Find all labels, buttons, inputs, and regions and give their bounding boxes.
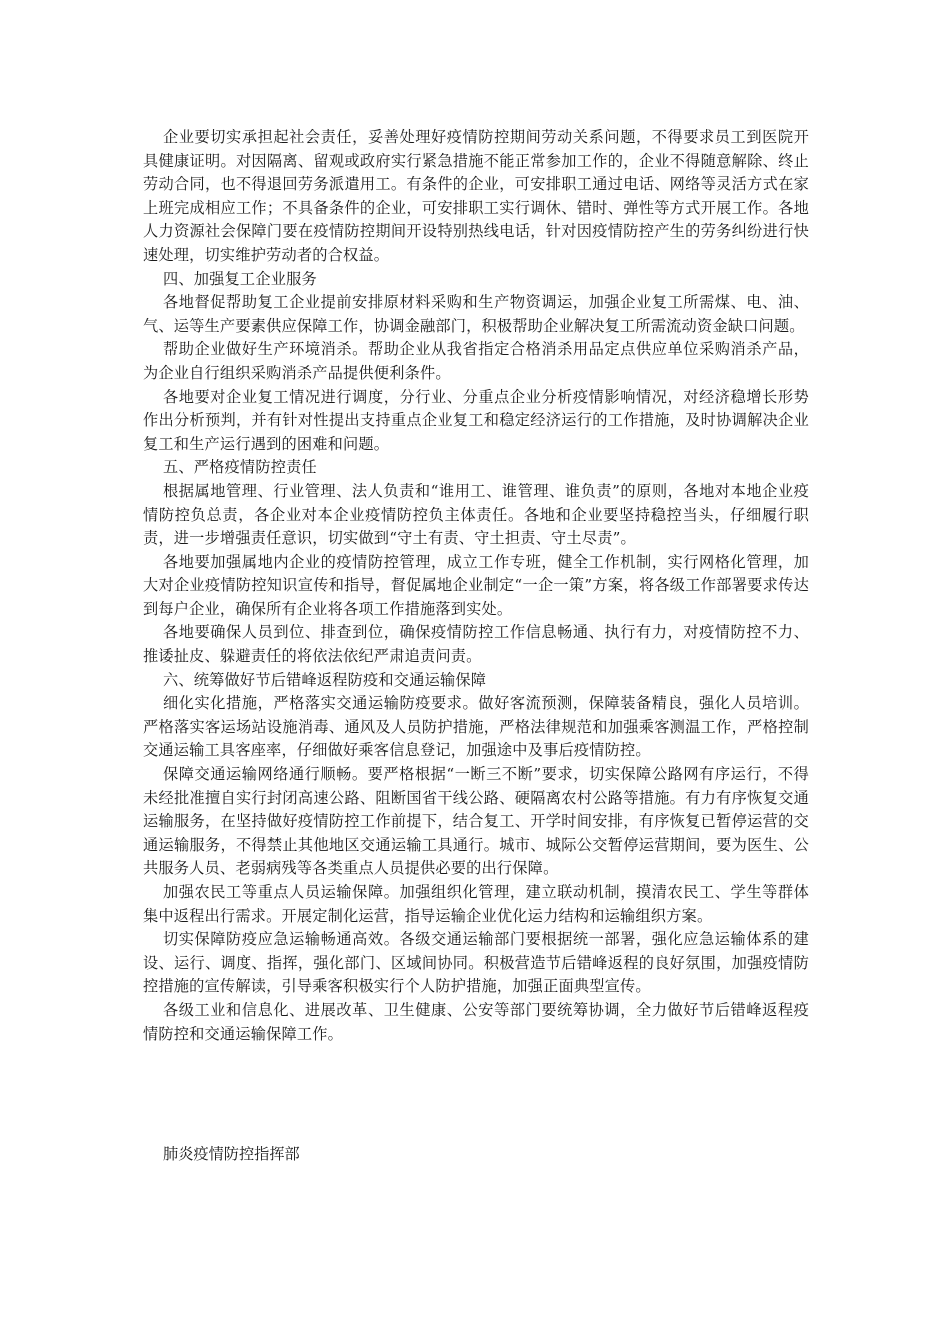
section-heading: 六、统筹做好节后错峰返程防疫和交通运输保障: [163, 670, 487, 689]
paragraph: 各地要加强属地内企业的疫情防控管理，成立工作专班，健全工作机制，实行网格化管理，加大对企业疫情防控知识宣传和指导，督促属地企业制定“一企一策”方案，将各级工作部署要求传达到每户企业，确保所有企业将各项工作措施落到实处。: [143, 552, 809, 618]
paragraph: 细化实化措施，严格落实交通运输防疫要求。做好客流预测，保障装备精良，强化人员培训。严格落实客运场站设施消毒、通风及人员防护措施，严格法律规范和加强乘客测温工作，严格控制交通运输工具客座率，仔细做好乘客信息登记，加强途中及事后疫情防控。: [143, 694, 809, 760]
section-heading: 四、加强复工企业服务: [163, 269, 317, 288]
paragraph: 企业要切实承担起社会责任，妥善处理好疫情防控期间劳动关系问题，不得要求员工到医院开具健康证明。对因隔离、留观或政府实行紧急措施不能正常参加工作的，企业不得随意解除、终止劳动合同，也不得退回劳务派遣用工。有条件的企业，可安排职工通过电话、网络等灵活方式在家上班完成相应工作；不具备条件的企业，可安排职工实行调休、错时、弹性等方式开展工作。各地人力资源社会保障门要在疫情防控期间开设特别热线电话，针对因疫情防控产生的劳务纠纷进行快速处理，切实维护劳动者的合权益。: [143, 128, 809, 264]
paragraph: 根据属地管理、行业管理、法人负责和“谁用工、谁管理、谁负责”的原则，各地对本地企业疫情防控负总责，各企业对本企业疫情防控负主体责任。各地和企业要坚持稳控当头，仔细履行职责，进一步增强责任意识，切实做到“守土有责、守土担责、守土尽责”。: [143, 481, 809, 548]
paragraph: 各地要确保人员到位、排查到位，确保疫情防控工作信息畅通、执行有力，对疫情防控不力、推诿扯皮、躲避责任的将依法依纪严肃追责问责。: [143, 623, 809, 666]
document-body: [143, 126, 809, 1046]
paragraph: 各地督促帮助复工企业提前安排原材料采购和生产物资调运，加强企业复工所需煤、电、油、气、运等生产要素供应保障工作，协调金融部门，积极帮助企业解决复工所需流动资金缺口问题。: [143, 293, 809, 335]
paragraph: 保障交通运输网络通行顺畅。要严格根据“一断三不断”要求，切实保障公路网有序运行，不得未经批准擅自实行封闭高速公路、阻断国省干线公路、硬隔离农村公路等措施。有力有序恢复交通运输服务，在坚持做好疫情防控工作前提下，结合复工、开学时间安排，有序恢复已暂停运营的交通运输服务，不得禁止其他地区交通运输工具通行。城市、城际公交暂停运营期间，要为医生、公共服务人员、老弱病残等各类重点人员提供必要的出行保障。: [143, 765, 809, 878]
paragraph: 切实保障防疫应急运输畅通高效。各级交通运输部门要根据统一部署，强化应急运输体系的建设、运行、调度、指挥，强化部门、区域间协同。积极营造节后错峰返程的良好氛围，加强疫情防控措施的宣传解读，引导乘客积极实行个人防护措施，加强正面典型宣传。: [143, 930, 809, 996]
paragraph: 帮助企业做好生产环境消杀。帮助企业从我省指定合格消杀用品定点供应单位采购消杀产品，为企业自行组织采购消杀产品提供便利条件。: [143, 340, 809, 382]
section-heading: 五、严格疫情防控责任: [163, 458, 317, 477]
paragraph: 各级工业和信息化、进展改革、卫生健康、公安等部门要统筹协调，全力做好节后错峰返程疫情防控和交通运输保障工作。: [143, 1000, 809, 1043]
signature: 肺炎疫情防控指挥部: [163, 1145, 300, 1163]
paragraph: 加强农民工等重点人员运输保障。加强组织化管理，建立联动机制，摸清农民工、学生等群体集中返程出行需求。开展定制化运营，指导运输企业优化运力结构和运输组织方案。: [143, 883, 809, 925]
paragraph: 各地要对企业复工情况进行调度，分行业、分重点企业分析疫情影响情况，对经济稳增长形势作出分析预判，并有针对性提出支持重点企业复工和稳定经济运行的工作措施，及时协调解决企业复工和生产运行遇到的困难和问题。: [143, 387, 809, 453]
